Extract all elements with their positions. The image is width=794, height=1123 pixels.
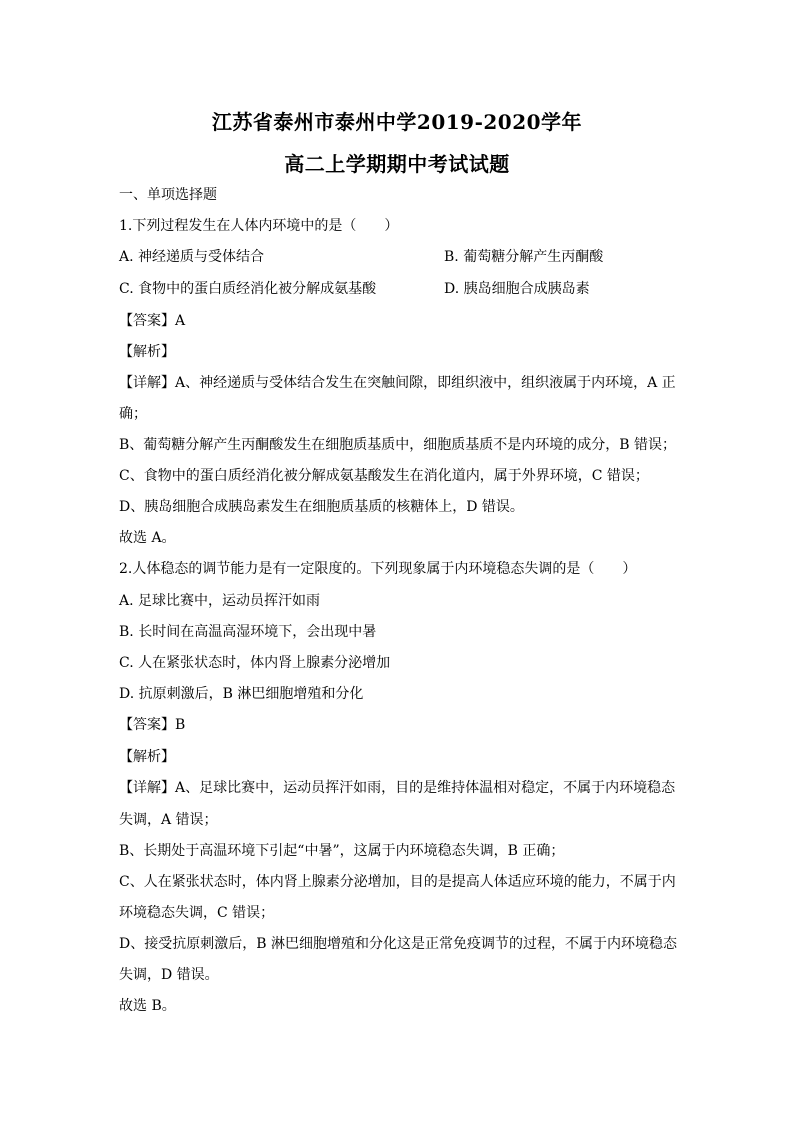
q1-conclusion: 故选 A。 bbox=[119, 530, 176, 546]
q2-option-a: A. 足球比赛中，运动员挥汗如雨 bbox=[119, 593, 321, 609]
doc-title-line2: 高二上学期期中考试试题 bbox=[284, 152, 510, 176]
doc-title-line1: 江苏省泰州市泰州中学2019-2020学年 bbox=[211, 110, 583, 134]
q1-answer: 【答案】A bbox=[119, 313, 186, 329]
section-heading: 一、单项选择题 bbox=[119, 187, 217, 203]
q1-analysis-heading: 【解析】 bbox=[119, 344, 175, 360]
q2-option-d: D. 抗原刺激后，B 淋巴细胞增殖和分化 bbox=[119, 686, 364, 702]
q2-conclusion: 故选 B。 bbox=[119, 998, 176, 1014]
q1-option-b: B. 葡萄糖分解产生丙酮酸 bbox=[444, 249, 604, 265]
q1-option-a: A. 神经递质与受体结合 bbox=[119, 249, 265, 265]
q2-option-c: C. 人在紧张状态时，体内肾上腺素分泌增加 bbox=[119, 655, 391, 671]
q2-option-b: B. 长时间在高温高湿环境下，会出现中暑 bbox=[119, 624, 377, 640]
q2-stem: 2.人体稳态的调节能力是有一定限度的。下列现象属于内环境稳态失调的是（ ） bbox=[119, 561, 637, 577]
q2-answer: 【答案】B bbox=[119, 717, 186, 733]
q1-detail-line: 【详解】A、神经递质与受体结合发生在突触间隙，即组织液中，组织液属于内环境，A 正 bbox=[119, 375, 676, 391]
q1-stem: 1.下列过程发生在人体内环境中的是（ ） bbox=[119, 218, 399, 234]
q2-detail-line: 【详解】A、足球比赛中，运动员挥汗如雨，目的是维持体温相对稳定，不属于内环境稳态 bbox=[119, 780, 676, 796]
q2-detail-line: 失调，D 错误。 bbox=[119, 967, 219, 983]
q1-detail-line: B、葡萄糖分解产生丙酮酸发生在细胞质基质中，细胞质基质不是内环境的成分，B 错误； bbox=[119, 437, 677, 453]
q1-option-c: C. 食物中的蛋白质经消化被分解成氨基酸 bbox=[119, 281, 377, 297]
q1-detail-line: 确； bbox=[119, 406, 147, 422]
q1-option-d: D. 胰岛细胞合成胰岛素 bbox=[444, 281, 590, 297]
q2-detail-line: D、接受抗原刺激后，B 淋巴细胞增殖和分化这是正常免疫调节的过程，不属于内环境稳态 bbox=[119, 936, 677, 952]
q2-analysis-heading: 【解析】 bbox=[119, 749, 175, 765]
q2-detail-line: 失调，A 错误； bbox=[119, 812, 218, 828]
q1-detail-line: C、食物中的蛋白质经消化被分解成氨基酸发生在消化道内，属于外界环境，C 错误； bbox=[119, 468, 649, 484]
q2-detail-line: 环境稳态失调，C 错误； bbox=[119, 905, 275, 921]
q2-detail-line: C、人在紧张状态时，体内肾上腺素分泌增加，目的是提高人体适应环境的能力，不属于内 bbox=[119, 874, 676, 890]
q1-detail-line: D、胰岛细胞合成胰岛素发生在细胞质基质的核糖体上，D 错误。 bbox=[119, 499, 524, 515]
q2-detail-line: B、长期处于高温环境下引起“中暑”，这属于内环境稳态失调，B 正确； bbox=[119, 843, 565, 859]
